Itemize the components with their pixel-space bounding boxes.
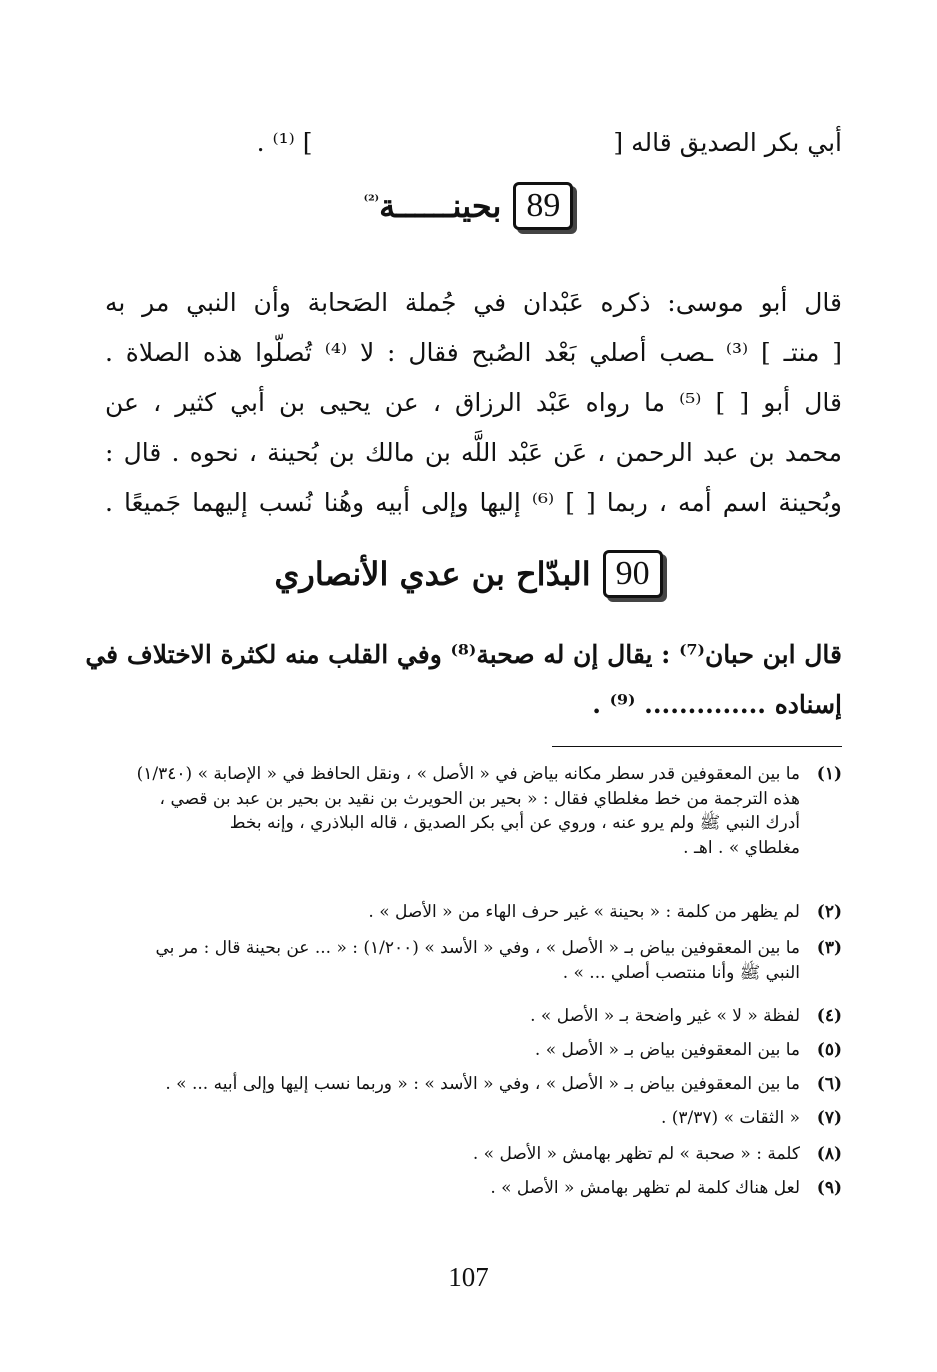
footnote-text: لم يظهر من كلمة : « بحينة » غير حرف الهاء من « الأصل » . <box>368 902 800 922</box>
footnote <box>105 1004 842 1029</box>
intro-line <box>105 128 842 158</box>
footnote-number: (١) <box>816 764 842 784</box>
footnote-number: (٢) <box>816 902 842 922</box>
footnote <box>105 1142 842 1167</box>
entry-name: بحينــــــة$^{^{(2)}}$ <box>363 187 502 225</box>
footnote-text: كلمة : « صحبة » لم تظهر بهامش « الأصل » . <box>472 1144 800 1164</box>
footnote-text: ما بين المعقوفين بياض بـ « الأصل » ، وفي « الأسد » (١/٢٠٠) : « ... عن بحينة قال : مر بي النبي ﷺ وأنا منتصب أصلي ... » . <box>155 938 800 983</box>
entry-name: البدّاح بن عدي الأنصاري <box>274 555 591 593</box>
entry-90-line-2: إسناده .............. ⁽⁹⁾ . <box>592 690 842 719</box>
entry-90-heading <box>0 550 937 598</box>
entry-89-line-5: وبُحينة اسم أمه ، ربما [ ] ⁽⁶⁾ إليها وإلى أبيه وهُنا نُسب إليهما جَميعًا . <box>105 488 842 517</box>
footnote <box>105 1038 842 1063</box>
footnote-text: ما بين المعقوفين قدر سطر مكانه بياض في « الأصل » ، ونقل الحافظ في « الإصابة » (١/٣٤٠) هذه الترجمة من خط مغلطاي فقال : « بحير بن الحويرث بن نقيد بن بحير بن عبد بن قصي ، أدرك النبي ﷺ ولم يرو عنه ، وروي عن أبي بكر الصديق ، قاله البلاذري ، وإنه بخط مغلطاي » . اهـ . <box>136 764 800 858</box>
footnote-number: (٩) <box>816 1178 842 1198</box>
footnote-number: (٧) <box>816 1108 842 1128</box>
intro-text: أبي بكر الصديق قاله [ <box>613 128 842 157</box>
footnote <box>105 1106 842 1131</box>
entry-89-line-2: [ منتـ ] ⁽³⁾ ـصب أصلي بَعْد الصُبح فقال : لا ⁽⁴⁾ تُصلّوا هذه الصلاة . <box>105 338 843 367</box>
footnote <box>105 900 842 925</box>
footnote-number: (٦) <box>816 1074 842 1094</box>
entry-89-heading <box>0 182 937 230</box>
footnote-text: ما بين المعقوفين بياض بـ « الأصل » ، وفي « الأسد » : « وربما نسب إليها وإلى أبيه ... » . <box>165 1074 800 1094</box>
entry-89-line-4: محمد بن عبد الرحمن ، عَن عَبْد اللَّه بن مالك بن بُحينة ، نحوه . قال : <box>105 438 842 467</box>
entry-90-line-1: قال ابن حبان⁽⁷⁾ : يقال إن له صحبة⁽⁸⁾ وفي القلب منه لكثرة الاختلاف في <box>85 640 842 669</box>
footnote-text: لفظة « لا » غير واضحة بـ « الأصل » . <box>530 1006 800 1026</box>
footnote-number: (٨) <box>816 1144 842 1164</box>
footnote-number: (٣) <box>816 938 842 958</box>
entry-89-line-3: قال أبو [ ] ⁽⁵⁾ ما رواه عَبْد الرزاق ، عن يحيى بن أبي كثير ، عن <box>105 388 842 417</box>
footnote <box>105 936 842 985</box>
intro-tail: ] ⁽¹⁾ . <box>256 128 313 157</box>
footnote <box>105 1176 842 1201</box>
footnote <box>105 762 842 861</box>
entry-number-box: 90 <box>603 550 663 598</box>
footnote-separator <box>552 746 842 747</box>
entry-89-line-1: قال أبو موسى: ذكره عَبْدان في جُملة الصَحابة وأن النبي مر به <box>105 288 842 317</box>
footnote-number: (٤) <box>816 1006 842 1026</box>
footnote-text: لعل هناك كلمة لم تظهر بهامش « الأصل » . <box>490 1178 800 1198</box>
entry-number-box: 89 <box>513 182 573 230</box>
page-number: 107 <box>448 1262 489 1292</box>
footnote-text: « الثقات » (٣/٣٧) . <box>660 1108 800 1128</box>
footnote-text: ما بين المعقوفين بياض بـ « الأصل » . <box>534 1040 800 1060</box>
footnote-number: (٥) <box>816 1040 842 1060</box>
footnote <box>105 1072 842 1097</box>
